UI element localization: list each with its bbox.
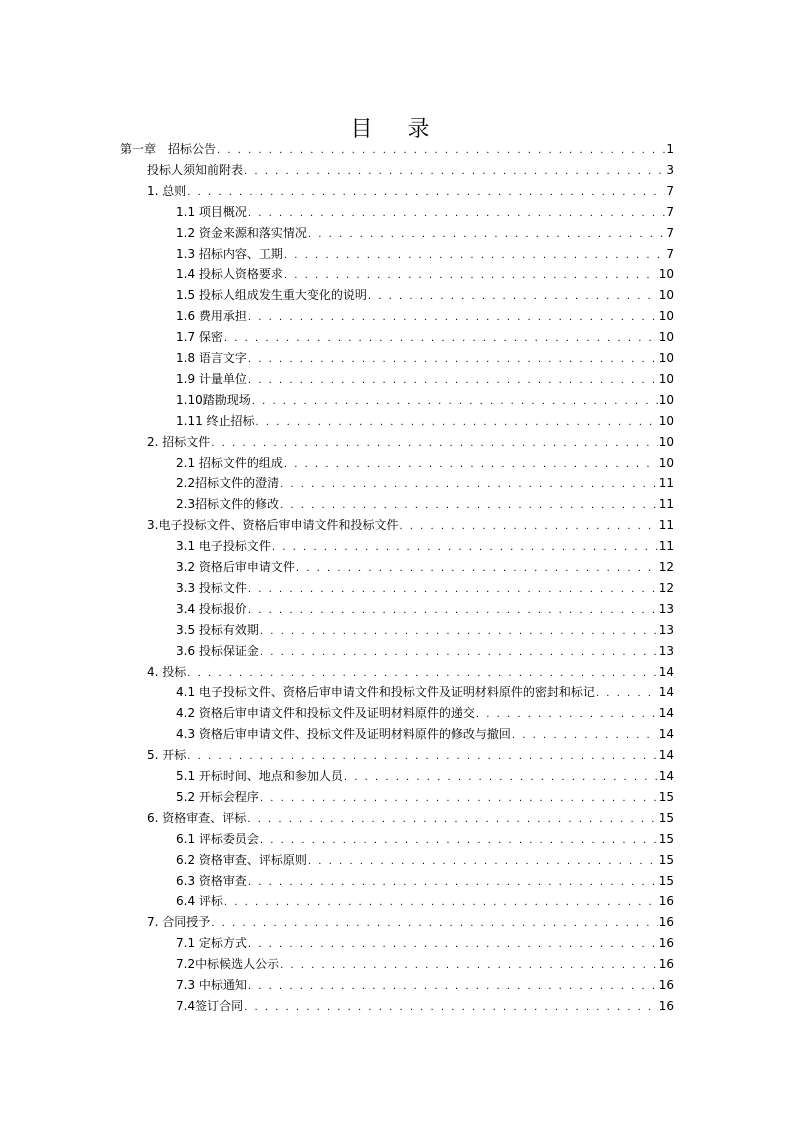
toc-entry-label: 2. 招标文件 [147, 434, 211, 449]
toc-entry-label: 4.2 资格后审申请文件和投标文件及证明材料原件的递交 [176, 706, 475, 721]
toc-entry-label: 6.2 资格审查、评标原则 [176, 852, 307, 867]
toc-entry-page-number: 14 [658, 685, 674, 700]
toc-entry-label: 4.3 资格后审申请文件、投标文件及证明材料原件的修改与撤回 [176, 727, 511, 742]
toc-entry[interactable] [176, 369, 674, 389]
toc-entry-page-number: 7 [666, 204, 674, 219]
toc-entry-label: 5.2 开标会程序 [176, 789, 259, 804]
toc-entry-label: 1.10踏勘现场 [176, 392, 251, 407]
toc-entry-label: 3.6 投标保证金 [176, 643, 259, 658]
toc-entry-label: 1.5 投标人组成发生重大变化的说明 [176, 288, 367, 303]
toc-dot-leader [260, 831, 658, 851]
toc-entry-page-number: 1 [666, 142, 674, 156]
toc-entry[interactable] [176, 223, 674, 243]
toc-entry-label: 投标人须知前附表 [147, 162, 244, 177]
toc-entry[interactable] [147, 160, 674, 180]
toc-entry[interactable] [176, 891, 674, 911]
toc-dot-leader [217, 141, 665, 161]
toc-entry[interactable] [176, 473, 674, 493]
toc-dot-leader [280, 475, 658, 495]
toc-entry-label: 2.1 招标文件的组成 [176, 455, 283, 470]
toc-entry-page-number: 7 [666, 225, 674, 240]
toc-entry-label: 3.5 投标有效期 [176, 622, 259, 637]
toc-dot-leader [248, 350, 658, 370]
toc-entry-page-number: 14 [658, 727, 674, 742]
toc-entry[interactable] [176, 327, 674, 347]
toc-entry-label: 5. 开标 [147, 748, 187, 763]
toc-entry[interactable] [176, 850, 674, 870]
toc-entry-label: 7.2中标候选人公示 [176, 957, 280, 972]
toc-dot-leader [308, 852, 658, 872]
toc-entry-label: 2.2招标文件的澄清 [176, 476, 280, 491]
toc-entry-page-number: 13 [658, 601, 674, 616]
toc-entry[interactable] [176, 264, 674, 284]
toc-entry-page-number: 14 [658, 748, 674, 763]
toc-dot-leader [248, 308, 658, 328]
toc-entry-label: 7.1 定标方式 [176, 936, 247, 951]
toc-entry-page-number: 10 [658, 413, 674, 428]
toc-dot-leader [248, 601, 658, 621]
toc-dot-leader [211, 434, 657, 454]
toc-entry-label: 3.1 电子投标文件 [176, 539, 271, 554]
toc-entry-page-number: 11 [658, 497, 674, 512]
toc-entry[interactable] [176, 453, 674, 473]
toc-entry-page-number: 10 [658, 434, 674, 449]
toc-entry-page-number: 11 [658, 476, 674, 491]
toc-entry-label: 3.电子投标文件、资格后审申请文件和投标文件 [147, 518, 399, 533]
toc-entry[interactable] [176, 390, 674, 410]
toc-dot-leader [248, 977, 658, 997]
toc-entry[interactable] [176, 996, 674, 1016]
toc-entry-page-number: 16 [658, 978, 674, 992]
toc-entry-page-number: 13 [658, 622, 674, 637]
toc-entry-page-number: 15 [658, 810, 674, 825]
toc-entry-page-number: 7 [666, 183, 674, 198]
toc-dot-leader [252, 392, 658, 412]
toc-dot-leader [248, 371, 658, 391]
toc-dot-leader [280, 496, 658, 516]
toc-entry-page-number: 10 [658, 392, 674, 407]
toc-entry-label: 1.6 费用承担 [176, 309, 247, 324]
toc-dot-leader [224, 329, 658, 349]
toc-dot-leader [248, 204, 665, 224]
toc-entry-page-number: 10 [658, 371, 674, 386]
toc-entry-page-number: 16 [658, 894, 674, 909]
toc-dot-leader [280, 956, 658, 976]
toc-entry-label: 1.8 语言文字 [176, 351, 247, 365]
toc-entry-page-number: 13 [658, 643, 674, 658]
toc-entry-label: 3.4 投标报价 [176, 601, 247, 616]
toc-entry-page-number: 7 [666, 246, 674, 261]
toc-dot-leader [260, 643, 658, 663]
toc-entry-label: 1.1 项目概况 [176, 204, 247, 219]
toc-dot-leader [272, 538, 658, 558]
toc-dot-leader [187, 183, 665, 203]
toc-dot-leader [512, 726, 658, 746]
toc-entry-label: 7. 合同授予 [147, 915, 211, 930]
toc-dot-leader [256, 413, 658, 433]
toc-entry-page-number: 11 [658, 518, 674, 533]
toc-entry-label: 4.1 电子投标文件、资格后审申请文件和投标文件及证明材料原件的密封和标记 [176, 685, 595, 700]
toc-entry[interactable] [147, 181, 674, 201]
toc-entry-page-number: 10 [658, 330, 674, 345]
toc-entry-page-number: 10 [658, 351, 674, 365]
toc-entry[interactable] [176, 829, 674, 849]
toc-entry[interactable] [176, 975, 674, 995]
toc-entry[interactable] [176, 641, 674, 661]
toc-entry[interactable] [176, 557, 674, 577]
toc-dot-leader [344, 768, 658, 788]
toc-entry-page-number: 10 [658, 455, 674, 470]
toc-entry[interactable] [176, 703, 674, 723]
toc-dot-leader [260, 622, 658, 642]
toc-dot-leader [308, 225, 665, 245]
toc-entry-page-number: 10 [658, 309, 674, 324]
toc-entry[interactable] [147, 515, 674, 535]
toc-dot-leader [244, 162, 665, 182]
toc-entry[interactable] [176, 494, 674, 514]
toc-entry-page-number: 15 [658, 831, 674, 846]
toc-entry-label: 1.9 计量单位 [176, 371, 247, 386]
toc-entry-page-number: 15 [658, 789, 674, 804]
toc-entry[interactable] [176, 348, 674, 368]
toc-entry-page-number: 10 [658, 267, 674, 282]
toc-title: 目 录 [350, 117, 444, 142]
toc-entry[interactable] [176, 724, 674, 744]
toc-entry[interactable] [176, 766, 674, 786]
toc-entry-page-number: 12 [658, 560, 674, 574]
toc-dot-leader [248, 935, 658, 955]
toc-dot-leader [244, 998, 658, 1018]
toc-entry-label: 1.7 保密 [176, 330, 223, 345]
toc-entry-page-number: 12 [658, 580, 674, 595]
toc-entry[interactable] [176, 536, 674, 556]
toc-dot-leader [247, 810, 657, 830]
toc-entry-label: 6.1 评标委员会 [176, 831, 259, 846]
toc-entry-page-number: 14 [658, 664, 674, 679]
toc-entry[interactable] [176, 202, 674, 222]
toc-entry-label: 1.2 资金来源和落实情况 [176, 225, 307, 240]
toc-entry-label: 7.4签订合同 [176, 998, 244, 1013]
toc-entry-page-number: 15 [658, 852, 674, 867]
toc-entry-page-number: 16 [658, 936, 674, 951]
toc-entry-label: 6. 资格审查、评标 [147, 810, 247, 825]
toc-entry[interactable] [176, 306, 674, 326]
toc-entry-label: 1. 总则 [147, 183, 187, 198]
toc-entry[interactable] [176, 933, 674, 953]
toc-entry-label: 1.4 投标人资格要求 [176, 267, 283, 282]
toc-dot-leader [296, 559, 658, 579]
toc-entry-page-number: 3 [666, 162, 674, 177]
toc-entry[interactable] [120, 139, 674, 159]
toc-dot-leader [399, 517, 657, 537]
toc-dot-leader [248, 580, 658, 600]
toc-dot-leader [368, 287, 658, 307]
toc-entry[interactable] [176, 620, 674, 640]
toc-entry-label: 7.3 中标通知 [176, 978, 247, 992]
toc-dot-leader [596, 684, 658, 704]
toc-entry-label: 3.3 投标文件 [176, 580, 247, 595]
toc-entry-label: 6.4 评标 [176, 894, 223, 909]
toc-entry-label: 第一章 招标公告 [120, 142, 217, 156]
toc-dot-leader [187, 664, 657, 684]
toc-entry-page-number: 14 [658, 769, 674, 783]
toc-entry-page-number: 10 [658, 288, 674, 303]
toc-dot-leader [284, 266, 658, 286]
toc-entry[interactable] [176, 411, 674, 431]
toc-entry[interactable] [147, 432, 674, 452]
toc-dot-leader [260, 789, 658, 809]
toc-entry[interactable] [147, 662, 674, 682]
toc-entry-label: 1.3 招标内容、工期 [176, 246, 283, 261]
toc-dot-leader [211, 914, 657, 934]
toc-dot-leader [224, 893, 658, 913]
toc-entry-label: 2.3招标文件的修改 [176, 497, 280, 512]
toc-entry[interactable] [176, 285, 674, 305]
toc-entry-label: 6.3 资格审查 [176, 873, 247, 888]
toc-entry-label: 3.2 资格后审申请文件 [176, 560, 295, 574]
toc-entry-page-number: 14 [658, 706, 674, 721]
toc-dot-leader [248, 873, 658, 893]
toc-dot-leader [476, 705, 658, 725]
toc-entry-label: 5.1 开标时间、地点和参加人员 [176, 769, 343, 783]
toc-entry-page-number: 15 [658, 873, 674, 888]
toc-dot-leader [187, 747, 657, 767]
toc-entry[interactable] [176, 599, 674, 619]
toc-dot-leader [284, 246, 665, 266]
toc-entry[interactable] [176, 787, 674, 807]
toc-entry[interactable] [176, 871, 674, 891]
toc-entry-page-number: 11 [658, 539, 674, 554]
toc-entry[interactable] [176, 578, 674, 598]
toc-entry[interactable] [147, 808, 674, 828]
toc-entry[interactable] [147, 912, 674, 932]
toc-entry-label: 1.11 终止招标 [176, 413, 255, 428]
toc-entry[interactable] [176, 954, 674, 974]
toc-entry-page-number: 16 [658, 998, 674, 1013]
toc-entry[interactable] [176, 682, 674, 702]
toc-entry[interactable] [147, 745, 674, 765]
toc-entry[interactable] [176, 244, 674, 264]
toc-entry-page-number: 16 [658, 915, 674, 930]
toc-entry-page-number: 16 [658, 957, 674, 972]
toc-entry-label: 4. 投标 [147, 664, 187, 679]
toc-dot-leader [284, 455, 658, 475]
